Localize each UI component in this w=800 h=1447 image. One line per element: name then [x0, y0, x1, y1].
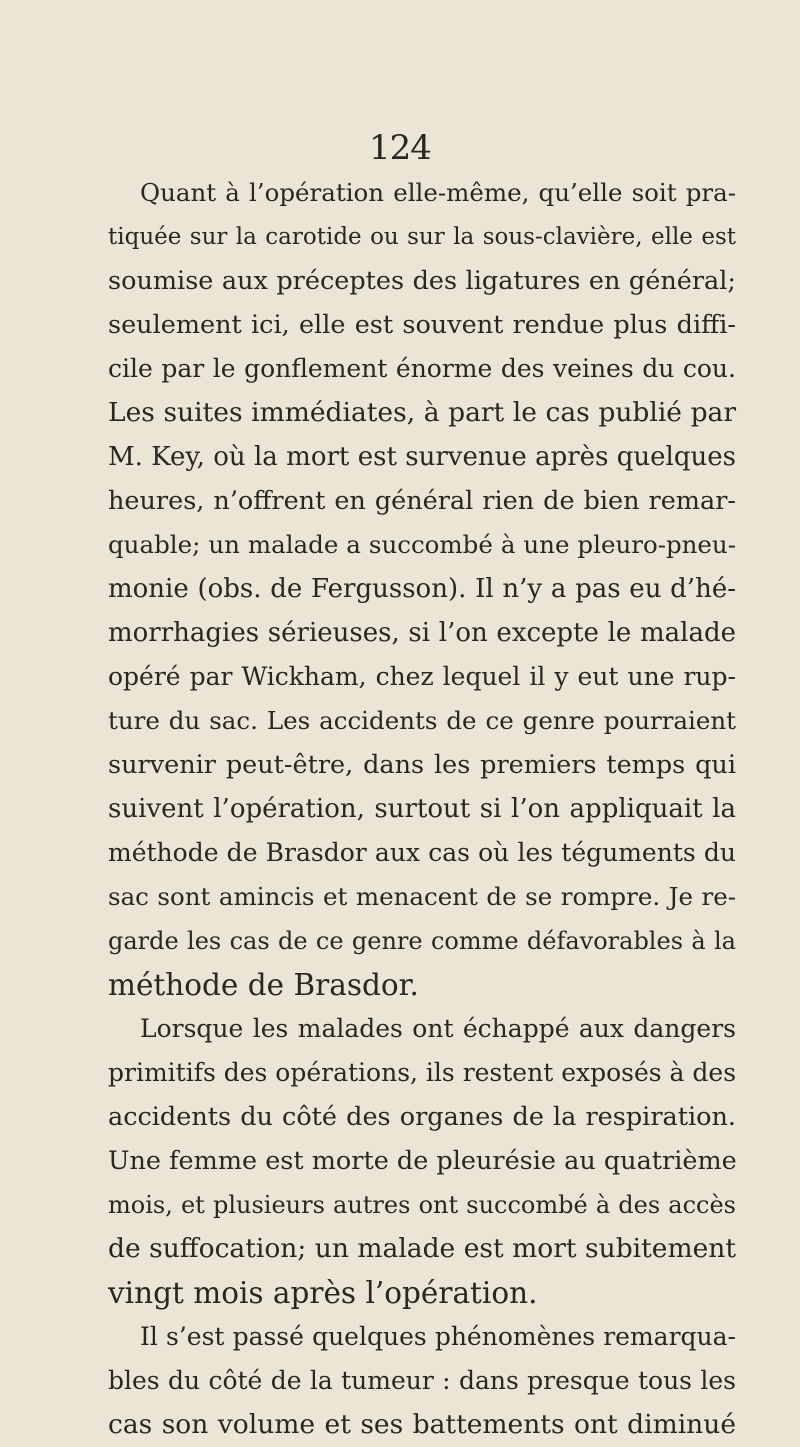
text-line: de suffocation; un malade est mort subitement [108, 1233, 736, 1264]
text-line: mois, et plusieurs autres ont succombé à des accès [108, 1191, 736, 1219]
text-line: soumise aux préceptes des ligatures en général; [108, 266, 736, 296]
text-line: Une femme est morte de pleurésie au quatrième [108, 1146, 737, 1176]
text-line: suivent l’opération, surtout si l’on appliquait la [108, 794, 736, 824]
text-line: morrhagies sérieuses, si l’on excepte le malade [108, 618, 736, 648]
text-line: garde les cas de ce genre comme défavorables à la [108, 927, 736, 955]
text-line: Lorsque les malades ont échappé aux dangers [140, 1014, 736, 1043]
text-line: monie (obs. de Fergusson). Il n’y a pas eu d’hé- [108, 574, 736, 604]
text-line: méthode de Brasdor. [108, 968, 419, 1002]
body-text [108, 171, 736, 1447]
page-number: 124 [369, 128, 431, 168]
text-line: ture du sac. Les accidents de ce genre pourraient [108, 706, 736, 735]
text-line: Il s’est passé quelques phénomènes remarqua- [140, 1322, 736, 1351]
text-line: vingt mois après l’opération. [108, 1276, 538, 1310]
text-line: sac sont amincis et menacent de se rompre. Je re- [108, 882, 736, 911]
text-line: M. Key, où la mort est survenue après quelques [108, 442, 736, 472]
text-line: opéré par Wickham, chez lequel il y eut une rup- [108, 662, 736, 691]
text-line: tiquée sur la carotide ou sur la sous-clavière, elle est [108, 224, 736, 250]
text-line: Quant à l’opération elle-même, qu’elle soit pra- [140, 178, 736, 207]
text-line: méthode de Brasdor aux cas où les téguments du [108, 838, 736, 867]
text-line: quable; un malade a succombé à une pleuro-pneu- [108, 530, 736, 559]
text-line: primitifs des opérations, ils restent exposés à des [108, 1058, 737, 1087]
text-line: cas son volume et ses battements ont diminué [108, 1409, 736, 1440]
text-line: Les suites immédiates, à part le cas publié par [108, 397, 736, 428]
text-line: heures, n’offrent en général rien de bien remar- [108, 486, 736, 516]
text-line: survenir peut-être, dans les premiers temps qui [108, 750, 736, 780]
text-line: seulement ici, elle est souvent rendue plus diffi- [108, 310, 736, 340]
text-line: bles du côté de la tumeur : dans presque tous les [108, 1366, 736, 1395]
text-line: accidents du côté des organes de la respiration. [108, 1102, 736, 1132]
text-line: cile par le gonflement énorme des veines du cou. [108, 354, 736, 383]
